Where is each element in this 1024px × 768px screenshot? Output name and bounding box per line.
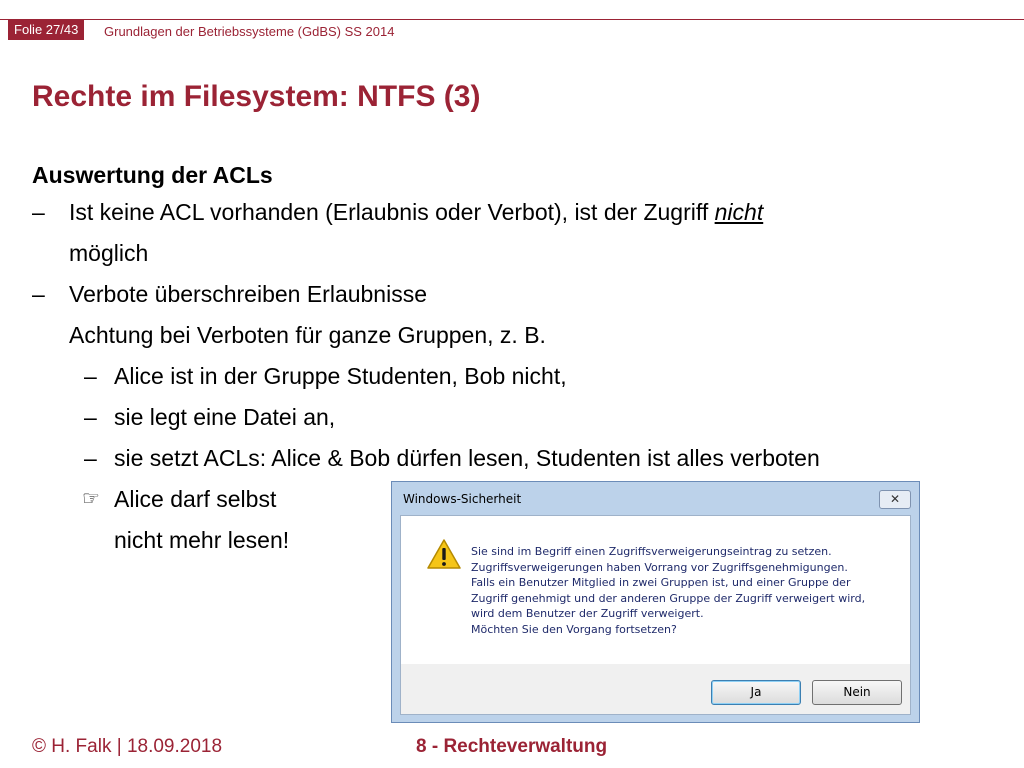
slide-title: Rechte im Filesystem: NTFS (3) — [32, 80, 481, 113]
bullet-text: sie legt eine Datei an, — [114, 404, 336, 430]
footer-chapter: 8 - Rechteverwaltung — [416, 736, 608, 757]
pointing-hand-icon: ☞ — [82, 488, 100, 510]
dash-marker: – — [32, 281, 45, 307]
sub-bullet-line — [32, 356, 1012, 397]
bullet-text: Ist keine ACL vorhanden (Erlaubnis oder Verbot), ist der Zugriff — [69, 199, 715, 225]
slide-number: Folie 27/43 — [8, 20, 84, 40]
bullet-text: Alice darf selbst — [114, 486, 277, 512]
bullet-text: Verbote überschreiben Erlaubnisse — [69, 281, 428, 307]
dialog-title: Windows-Sicherheit — [403, 492, 522, 506]
bullet-line — [32, 192, 1012, 233]
message-line: Möchten Sie den Vorgang fortsetzen? — [471, 622, 677, 636]
message-line: Zugriff genehmigt und der anderen Gruppe der Zugriff verweigert wird, — [471, 591, 866, 605]
sub-bullet-line — [32, 397, 1012, 438]
dash-marker: – — [84, 404, 97, 430]
message-line: wird dem Benutzer der Zugriff verweigert. — [471, 607, 704, 620]
dialog-body — [400, 515, 911, 715]
message-line: Falls ein Benutzer Mitglied in zwei Gruppen ist, und einer Gruppe der — [471, 576, 851, 589]
bullet-line — [32, 274, 1012, 315]
bullet-text: sie setzt ACLs: Alice & Bob dürfen lesen, Studenten ist alles verboten — [114, 445, 820, 471]
bullet-text: Alice ist in der Gruppe Studenten, Bob nicht, — [114, 363, 567, 389]
bullet-line — [32, 315, 1012, 356]
dash-marker: – — [84, 445, 97, 471]
emphasis-text: nicht — [714, 199, 764, 225]
dialog-message — [471, 544, 865, 637]
bullet-text: nicht mehr lesen! — [114, 527, 290, 553]
close-icon[interactable]: ✕ — [879, 490, 911, 509]
yes-button[interactable]: Ja — [711, 680, 801, 705]
warning-icon — [427, 539, 461, 569]
course-title: Grundlagen der Betriebssysteme (GdBS) SS 2014 — [104, 24, 395, 39]
sub-bullet-line — [32, 438, 1012, 479]
bullet-text: Achtung bei Verboten für ganze Gruppen, z. B. — [69, 322, 546, 348]
footer-author: © H. Falk | 18.09.2018 — [32, 736, 223, 757]
dash-marker: – — [32, 199, 45, 225]
bullet-line — [32, 233, 1012, 274]
header-rule — [0, 19, 1024, 20]
message-line: Sie sind im Begriff einen Zugriffsverweigerungseintrag zu setzen. — [471, 545, 832, 558]
windows-security-dialog — [391, 481, 920, 723]
dash-marker: – — [84, 363, 97, 389]
content-heading: Auswertung der ACLs — [32, 162, 273, 188]
no-button[interactable]: Nein — [812, 680, 902, 705]
message-line: Zugriffsverweigerungen haben Vorrang vor Zugriffsgenehmigungen. — [471, 560, 848, 574]
dialog-message-area — [401, 516, 910, 664]
bullet-text: möglich — [69, 240, 149, 266]
